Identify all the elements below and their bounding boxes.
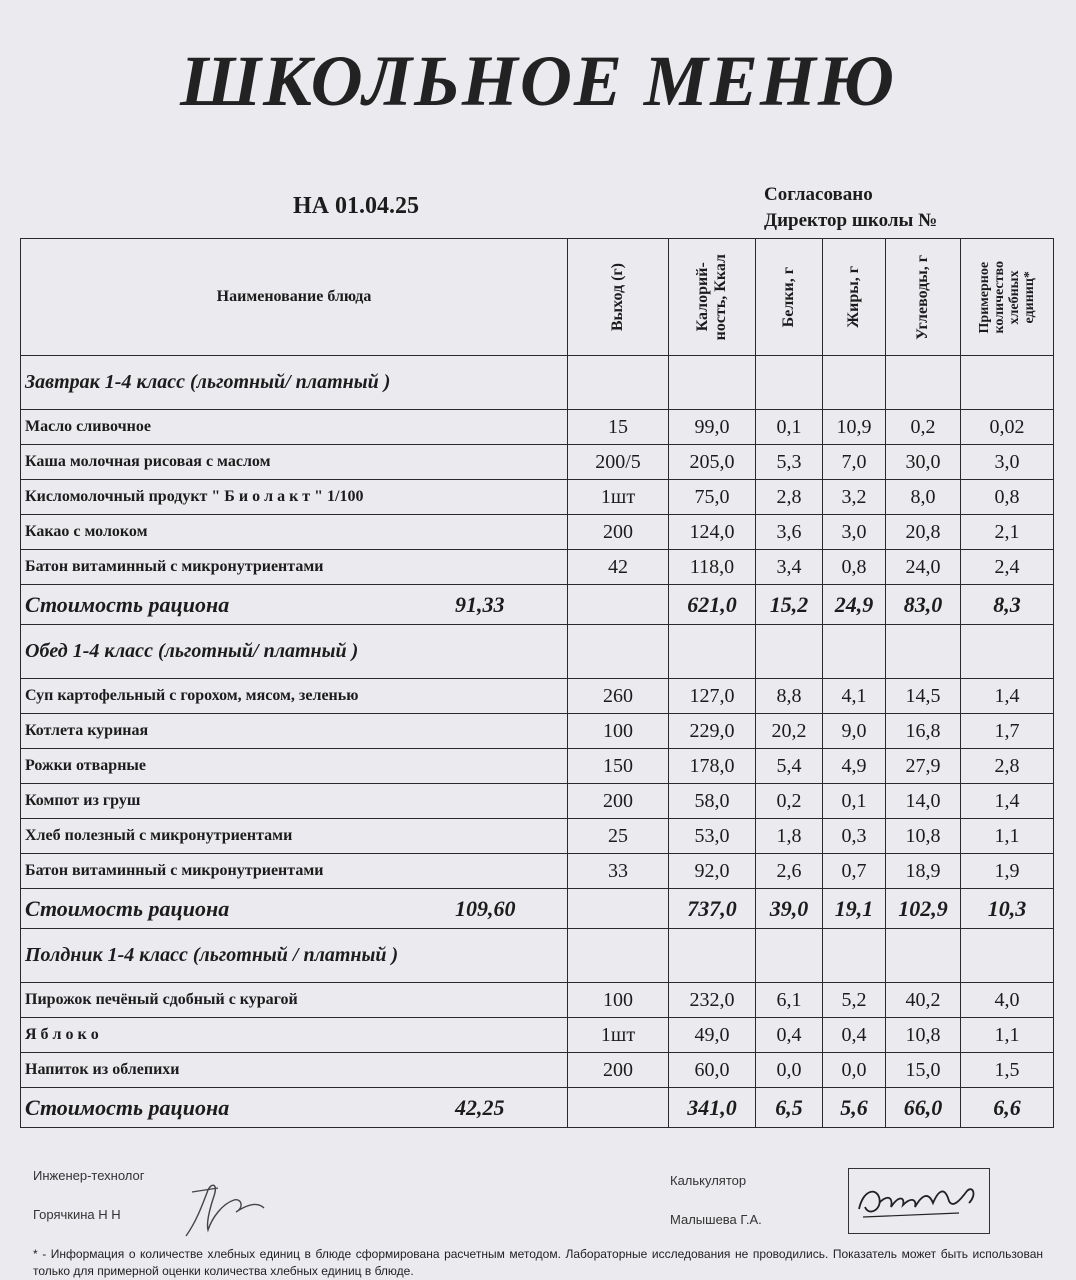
dish-name: Масло сливочное <box>21 410 568 445</box>
dish-carbs: 10,8 <box>886 819 961 854</box>
dish-bread: 2,4 <box>961 550 1054 585</box>
dish-bread: 2,8 <box>961 749 1054 784</box>
empty-cell <box>756 625 823 679</box>
dish-carbs: 24,0 <box>886 550 961 585</box>
dish-carbs: 18,9 <box>886 854 961 889</box>
dish-bread: 1,1 <box>961 819 1054 854</box>
calculator-title: Калькулятор <box>670 1173 747 1188</box>
total-label: Стоимость рациона <box>25 1094 230 1120</box>
empty-cell <box>669 356 756 410</box>
dish-yield: 25 <box>568 819 669 854</box>
dish-kcal: 58,0 <box>669 784 756 819</box>
col-header-carbs: Углеводы, г <box>886 239 961 356</box>
dish-yield: 33 <box>568 854 669 889</box>
dish-carbs: 16,8 <box>886 714 961 749</box>
total-kcal: 621,0 <box>669 585 756 625</box>
section-header-row <box>21 929 1054 983</box>
dish-bread: 1,4 <box>961 679 1054 714</box>
empty-cell <box>568 929 669 983</box>
dish-yield: 200 <box>568 515 669 550</box>
dish-fat: 9,0 <box>823 714 886 749</box>
dish-name: Напиток из облепихи <box>21 1053 568 1088</box>
col-header-yield: Выход (г) <box>568 239 669 356</box>
engineer-signature <box>178 1178 268 1248</box>
dish-name: Компот из груш <box>21 784 568 819</box>
dish-fat: 10,9 <box>823 410 886 445</box>
empty-cell <box>568 356 669 410</box>
dish-fat: 0,7 <box>823 854 886 889</box>
dish-yield: 15 <box>568 410 669 445</box>
table-row <box>21 714 1054 749</box>
dish-kcal: 232,0 <box>669 983 756 1018</box>
table-row <box>21 784 1054 819</box>
total-row <box>21 889 1054 929</box>
total-carbs: 83,0 <box>886 585 961 625</box>
col-header-bread-units: Примерное количество хлебных единиц* <box>961 239 1054 356</box>
menu-table <box>20 238 1054 1128</box>
total-fat: 19,1 <box>823 889 886 929</box>
engineer-name: Горячкина Н Н <box>33 1207 121 1222</box>
calculator-signature <box>849 1169 989 1233</box>
col-header-name: Наименование блюда <box>21 239 568 356</box>
dish-kcal: 49,0 <box>669 1018 756 1053</box>
dish-fat: 3,2 <box>823 480 886 515</box>
total-carbs: 66,0 <box>886 1088 961 1128</box>
dish-carbs: 20,8 <box>886 515 961 550</box>
dish-fat: 3,0 <box>823 515 886 550</box>
dish-carbs: 15,0 <box>886 1053 961 1088</box>
dish-bread: 0,02 <box>961 410 1054 445</box>
dish-protein: 5,3 <box>756 445 823 480</box>
empty-cell <box>568 625 669 679</box>
total-label: Стоимость рациона <box>25 591 230 617</box>
menu-body <box>21 356 1054 1128</box>
table-row <box>21 854 1054 889</box>
dish-kcal: 53,0 <box>669 819 756 854</box>
dish-kcal: 178,0 <box>669 749 756 784</box>
dish-name: Рожки отварные <box>21 749 568 784</box>
dish-protein: 3,6 <box>756 515 823 550</box>
dish-carbs: 40,2 <box>886 983 961 1018</box>
section-title: Завтрак 1-4 класс (льготный/ платный ) <box>21 356 568 410</box>
table-row <box>21 550 1054 585</box>
dish-fat: 0,0 <box>823 1053 886 1088</box>
table-row <box>21 1018 1054 1053</box>
dish-protein: 0,1 <box>756 410 823 445</box>
dish-protein: 8,8 <box>756 679 823 714</box>
dish-carbs: 14,5 <box>886 679 961 714</box>
dish-kcal: 118,0 <box>669 550 756 585</box>
dish-protein: 5,4 <box>756 749 823 784</box>
total-cost: 91,33 <box>455 591 505 617</box>
empty-cell <box>756 356 823 410</box>
dish-bread: 1,7 <box>961 714 1054 749</box>
section-header-row <box>21 356 1054 410</box>
dish-kcal: 92,0 <box>669 854 756 889</box>
dish-yield: 200 <box>568 1053 669 1088</box>
dish-carbs: 14,0 <box>886 784 961 819</box>
empty-cell <box>961 625 1054 679</box>
dish-kcal: 60,0 <box>669 1053 756 1088</box>
dish-yield: 150 <box>568 749 669 784</box>
dish-name: Хлеб полезный с микронутриентами <box>21 819 568 854</box>
dish-fat: 5,2 <box>823 983 886 1018</box>
empty-cell <box>886 929 961 983</box>
total-yield-empty <box>568 585 669 625</box>
dish-yield: 200 <box>568 784 669 819</box>
calculator-name: Малышева Г.А. <box>670 1212 762 1227</box>
table-row <box>21 749 1054 784</box>
empty-cell <box>756 929 823 983</box>
dish-yield: 42 <box>568 550 669 585</box>
dish-yield: 1шт <box>568 1018 669 1053</box>
total-protein: 39,0 <box>756 889 823 929</box>
engineer-title: Инженер-технолог <box>33 1168 145 1183</box>
empty-cell <box>823 625 886 679</box>
dish-bread: 4,0 <box>961 983 1054 1018</box>
col-header-fat: Жиры, г <box>823 239 886 356</box>
header-row <box>21 239 1054 356</box>
total-yield-empty <box>568 889 669 929</box>
dish-kcal: 124,0 <box>669 515 756 550</box>
total-bread: 8,3 <box>961 585 1054 625</box>
total-label-cell <box>21 1088 568 1128</box>
empty-cell <box>669 929 756 983</box>
total-row <box>21 585 1054 625</box>
total-cost: 109,60 <box>455 895 516 921</box>
footnote: * - Информация о количестве хлебных единиц в блюде сформирована расчетным методом. Лабораторные исследования не проводились. Показатель может быть использован только для примерной оценки количества хлебных единиц в блюде. <box>33 1247 1043 1278</box>
dish-protein: 1,8 <box>756 819 823 854</box>
total-bread: 6,6 <box>961 1088 1054 1128</box>
dish-fat: 0,1 <box>823 784 886 819</box>
total-fat: 24,9 <box>823 585 886 625</box>
col-header-protein: Белки, г <box>756 239 823 356</box>
section-header-row <box>21 625 1054 679</box>
dish-yield: 100 <box>568 983 669 1018</box>
dish-fat: 0,4 <box>823 1018 886 1053</box>
empty-cell <box>823 356 886 410</box>
empty-cell <box>886 625 961 679</box>
dish-kcal: 127,0 <box>669 679 756 714</box>
table-row <box>21 819 1054 854</box>
total-protein: 6,5 <box>756 1088 823 1128</box>
approval-line-2: Директор школы № <box>764 210 938 231</box>
page-title: ШКОЛЬНОЕ МЕНЮ <box>180 41 896 121</box>
dish-yield: 100 <box>568 714 669 749</box>
dish-protein: 6,1 <box>756 983 823 1018</box>
dish-fat: 4,9 <box>823 749 886 784</box>
dish-protein: 0,2 <box>756 784 823 819</box>
dish-name: Батон витаминный с микронутриентами <box>21 550 568 585</box>
table-row <box>21 983 1054 1018</box>
total-kcal: 341,0 <box>669 1088 756 1128</box>
dish-name: Кисломолочный продукт " Б и о л а к т " 1/100 <box>21 480 568 515</box>
col-header-calories: Калорий- ность, Ккал <box>669 239 756 356</box>
dish-protein: 2,6 <box>756 854 823 889</box>
dish-yield: 1шт <box>568 480 669 515</box>
dish-carbs: 0,2 <box>886 410 961 445</box>
total-cost: 42,25 <box>455 1094 505 1120</box>
dish-carbs: 8,0 <box>886 480 961 515</box>
dish-bread: 1,9 <box>961 854 1054 889</box>
dish-bread: 1,4 <box>961 784 1054 819</box>
dish-fat: 0,3 <box>823 819 886 854</box>
dish-bread: 0,8 <box>961 480 1054 515</box>
dish-bread: 1,5 <box>961 1053 1054 1088</box>
total-protein: 15,2 <box>756 585 823 625</box>
dish-kcal: 99,0 <box>669 410 756 445</box>
dish-yield: 200/5 <box>568 445 669 480</box>
total-bread: 10,3 <box>961 889 1054 929</box>
total-row <box>21 1088 1054 1128</box>
dish-name: Каша молочная рисовая с маслом <box>21 445 568 480</box>
calculator-signature-box <box>848 1168 990 1234</box>
dish-carbs: 10,8 <box>886 1018 961 1053</box>
empty-cell <box>823 929 886 983</box>
dish-kcal: 205,0 <box>669 445 756 480</box>
dish-name: Я б л о к о <box>21 1018 568 1053</box>
table-row <box>21 480 1054 515</box>
table-row <box>21 679 1054 714</box>
table-row <box>21 410 1054 445</box>
approval-block <box>764 182 937 234</box>
dish-protein: 0,4 <box>756 1018 823 1053</box>
table-row <box>21 1053 1054 1088</box>
dish-name: Какао с молоком <box>21 515 568 550</box>
section-title: Обед 1-4 класс (льготный/ платный ) <box>21 625 568 679</box>
total-label-cell <box>21 889 568 929</box>
dish-bread: 3,0 <box>961 445 1054 480</box>
empty-cell <box>961 929 1054 983</box>
empty-cell <box>886 356 961 410</box>
total-carbs: 102,9 <box>886 889 961 929</box>
approval-line-1: Согласовано <box>764 184 873 205</box>
menu-date: НА 01.04.25 <box>293 193 419 219</box>
dish-name: Котлета куриная <box>21 714 568 749</box>
empty-cell <box>669 625 756 679</box>
dish-yield: 260 <box>568 679 669 714</box>
section-title: Полдник 1-4 класс (льготный / платный ) <box>21 929 568 983</box>
dish-protein: 2,8 <box>756 480 823 515</box>
dish-fat: 4,1 <box>823 679 886 714</box>
dish-name: Батон витаминный с микронутриентами <box>21 854 568 889</box>
dish-kcal: 229,0 <box>669 714 756 749</box>
total-kcal: 737,0 <box>669 889 756 929</box>
table-row <box>21 515 1054 550</box>
dish-protein: 20,2 <box>756 714 823 749</box>
empty-cell <box>961 356 1054 410</box>
dish-fat: 0,8 <box>823 550 886 585</box>
dish-protein: 3,4 <box>756 550 823 585</box>
dish-carbs: 30,0 <box>886 445 961 480</box>
total-yield-empty <box>568 1088 669 1128</box>
dish-name: Пирожок печёный сдобный с курагой <box>21 983 568 1018</box>
total-label-cell <box>21 585 568 625</box>
table-row <box>21 445 1054 480</box>
dish-name: Суп картофельный с горохом, мясом, зеленью <box>21 679 568 714</box>
total-label: Стоимость рациона <box>25 895 230 921</box>
dish-protein: 0,0 <box>756 1053 823 1088</box>
dish-carbs: 27,9 <box>886 749 961 784</box>
dish-fat: 7,0 <box>823 445 886 480</box>
dish-bread: 1,1 <box>961 1018 1054 1053</box>
dish-kcal: 75,0 <box>669 480 756 515</box>
total-fat: 5,6 <box>823 1088 886 1128</box>
dish-bread: 2,1 <box>961 515 1054 550</box>
